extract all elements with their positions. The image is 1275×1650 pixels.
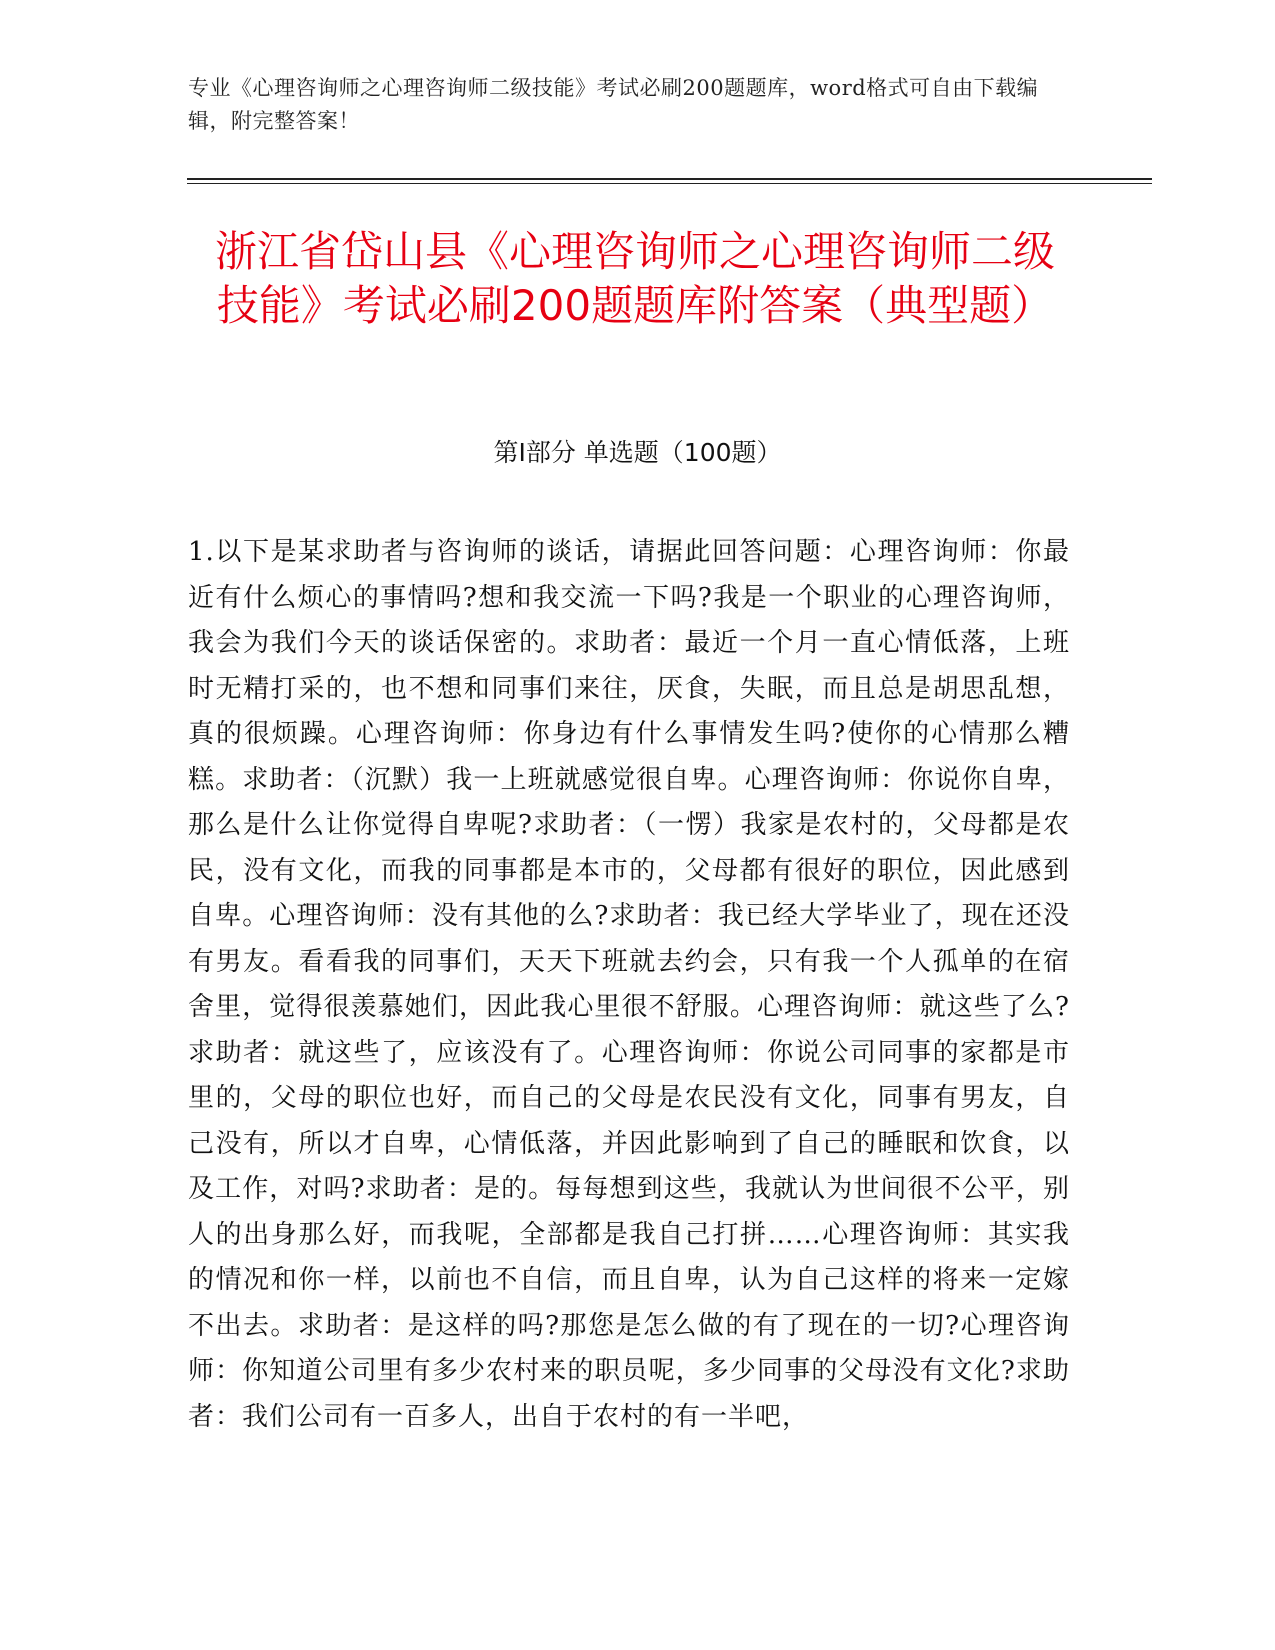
section-title: 第Ⅰ部分 单选题（100题） [493, 438, 782, 467]
header-divider-thick [187, 178, 1152, 180]
header-note: 专业《心理咨询师之心理咨询师二级技能》考试必刷200题题库，word格式可自由下载编辑，附完整答案！ [188, 76, 1039, 133]
document-title: 浙江省岱山县《心理咨询师之心理咨询师二级技能》考试必刷200题题库附答案（典型题） [214, 227, 1055, 330]
header-divider-thin [187, 183, 1152, 184]
question-text: 1.以下是某求助者与咨询师的谈话，请据此回答问题：心理咨询师：你最近有什么烦心的事情吗?想和我交流一下吗?我是一个职业的心理咨询师，我会为我们今天的谈话保密的。求助者：最近一个月一直心情低落，上班时无精打采的，也不想和同事们来往，厌食，失眠，而且总是胡思乱想，真的很烦躁。心理咨询师：你身边有什么事情发生吗?使你的心情那么糟糕。求助者：（沉默）我一上班就感觉很自卑。心理咨询师：你说你自卑，那么是什么让你觉得自卑呢?求助者：（一愣）我家是农村的，父母都是农民，没有文化，而我的同事都是本市的，父母都有很好的职位，因此感到自卑。心理咨询师：没有其他的么?求助者：我已经大学毕业了，现在还没有男友。看看我的同事们，天天下班就去约会，只有我一个人孤单的在宿舍里，觉得很羡慕她们，因此我心里很不舒服。心理咨询师：就这些了么?求助者：就这些了，应该没有了。心理咨询师：你说公司同事的家都是市里的，父母的职位也好，而自己的父母是农民没有文化，同事有男友，自己没有，所以才自卑，心情低落，并因此影响到了自己的睡眠和饮食，以及工作，对吗?求助者：是的。每每想到这些，我就认为世间很不公平，别人的出身那么好，而我呢，全部都是我自己打拼……心理咨询师：其实我的情况和你一样，以前也不自信，而且自卑，认为自己这样的将来一定嫁不出去。求助者：是这样的吗?那您是怎么做的有了现在的一切?心理咨询师：你知道公司里有多少农村来的职员呢，多少同事的父母没有文化?求助者：我们公司有一百多人，出自于农村的有一半吧， [188, 537, 1070, 1432]
